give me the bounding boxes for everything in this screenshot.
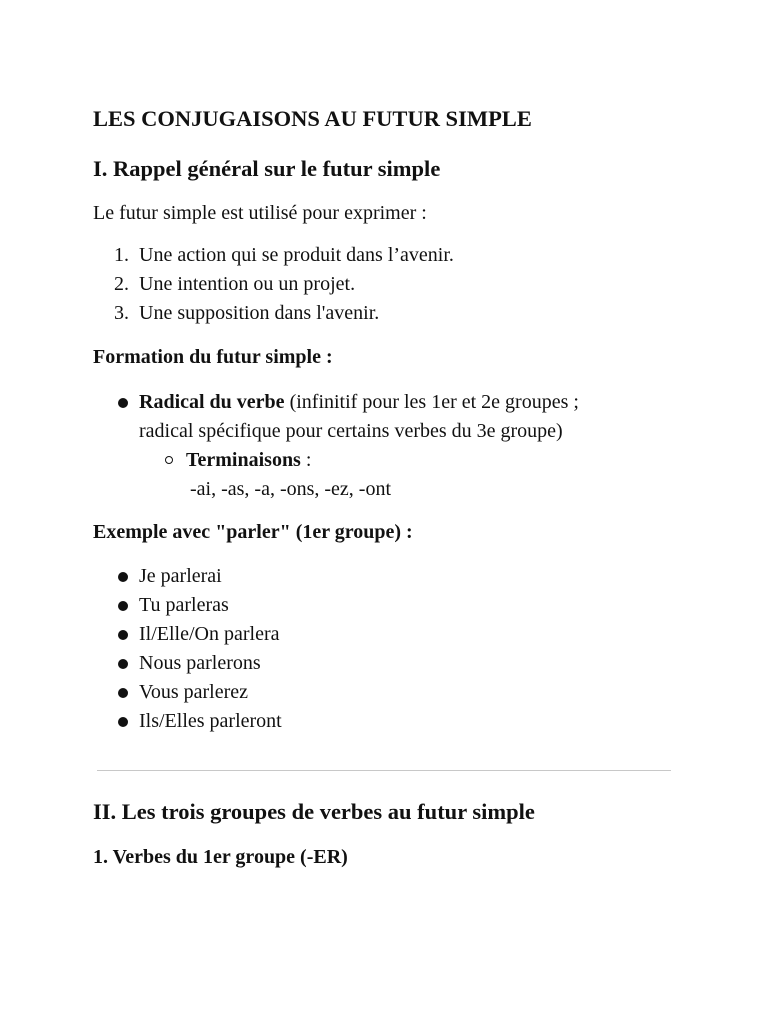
list-item-number: 2. [114, 273, 129, 295]
list-item [93, 620, 282, 649]
list-item-number: 3. [114, 302, 129, 324]
nested-list-item [93, 446, 579, 475]
bullet-icon [118, 398, 128, 408]
list-item [93, 678, 282, 707]
section-2-heading: II. Les trois groupes de verbes au futur simple [93, 799, 535, 824]
section-1-intro: Le futur simple est utilisé pour exprimer : [93, 202, 427, 224]
list-item [93, 388, 579, 504]
list-item [93, 241, 454, 270]
endings-colon: : [300, 449, 312, 471]
list-item-number: 1. [114, 244, 129, 266]
list-item-text: Une supposition dans l'avenir. [139, 302, 380, 324]
bullet-icon [118, 572, 128, 582]
conjugation-form: Je parlerai [139, 565, 222, 587]
radical-description: (infinitif pour les 1er et 2e groupes ; [284, 391, 579, 413]
radical-description-continued: radical spécifique pour certains verbes du 3e groupe) [139, 420, 563, 442]
list-item [93, 299, 454, 328]
list-item [93, 562, 282, 591]
conjugation-form: Ils/Elles parleront [139, 710, 282, 732]
formation-heading: Formation du futur simple : [93, 346, 333, 368]
document-title: LES CONJUGAISONS AU FUTUR SIMPLE [93, 106, 532, 131]
conjugation-form: Tu parleras [139, 594, 229, 616]
list-item-text: Une intention ou un projet. [139, 273, 356, 295]
endings-list: -ai, -as, -a, -ons, -ez, -ont [190, 478, 392, 500]
section-divider [97, 770, 671, 771]
example-heading: Exemple avec "parler" (1er groupe) : [93, 521, 413, 543]
hollow-bullet-icon [165, 456, 173, 464]
bullet-icon [118, 717, 128, 727]
subsection-1-heading: 1. Verbes du 1er groupe (-ER) [93, 846, 348, 868]
list-item [93, 270, 454, 299]
bullet-icon [118, 688, 128, 698]
conjugation-form: Il/Elle/On parlera [139, 623, 280, 645]
conjugation-form: Vous parlerez [139, 681, 249, 703]
bullet-icon [118, 601, 128, 611]
list-item [93, 591, 282, 620]
list-item-text: Une action qui se produit dans l’avenir. [139, 244, 454, 266]
example-list [93, 562, 282, 736]
bullet-icon [118, 659, 128, 669]
bullet-icon [118, 630, 128, 640]
list-item [93, 649, 282, 678]
formation-list [93, 388, 579, 504]
section-1-heading: I. Rappel général sur le futur simple [93, 156, 441, 181]
radical-label: Radical du verbe [139, 391, 285, 413]
list-item [93, 707, 282, 736]
endings-label: Terminaisons [186, 449, 301, 471]
uses-list [93, 241, 454, 328]
conjugation-form: Nous parlerons [139, 652, 261, 674]
